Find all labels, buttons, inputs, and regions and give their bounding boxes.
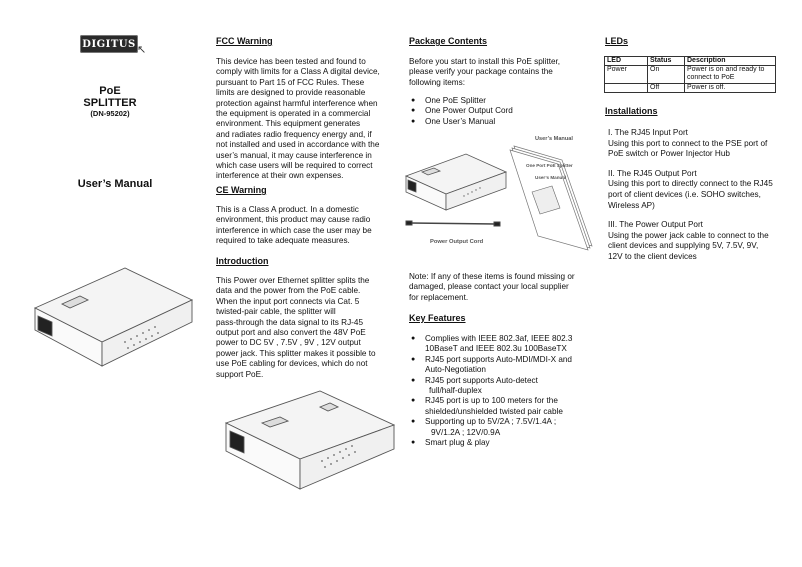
table-row — [605, 66, 776, 83]
list-item: ● Smart plug & play — [409, 438, 589, 448]
model-number: (DN-95202) — [90, 109, 130, 118]
cover-splitter-illustration — [30, 258, 200, 370]
ce-warning-body: This is a Class A product. In a domestic environment, this product may cause radio interference in which case the user may be required to take adequate measures. — [216, 205, 372, 246]
cord-label: Power Output Cord — [430, 239, 484, 245]
list-item: ● RJ45 port supports Auto-MDI/MDI-X and Auto-Negotiation — [409, 355, 589, 376]
key-features-heading: Key Features — [409, 313, 466, 323]
table-header-cell: Description — [685, 57, 776, 66]
list-item: ● Complies with IEEE 802.3af, IEEE 802.3 10BaseT and IEEE 802.3u 100BaseTX — [409, 334, 589, 355]
table-cell: Power is off. — [685, 83, 776, 92]
introduction-heading: Introduction — [216, 256, 269, 266]
table-cell: On — [648, 66, 685, 83]
leds-heading: LEDs — [605, 36, 629, 46]
splitter-illustration — [222, 385, 400, 493]
list-item: ● Supporting up to 5V/2A ; 7.5V/1.4A ; 9V/1.2A ; 12V/0.9A — [409, 417, 589, 438]
package-note: Note: If any of these items is found missing or damaged, please contact your local supplier for replacement. — [409, 272, 575, 302]
table-row — [605, 83, 776, 92]
package-intro: Before you start to install this PoE splitter, please verify your package contains the following items: — [409, 57, 561, 87]
key-features-list — [409, 334, 589, 448]
list-item: ● RJ45 port supports Auto-detect full/half-duplex — [409, 376, 589, 397]
cover-manual-title: User’s Manual — [77, 178, 153, 190]
install-section-power: III. The Power Output Port Using the power jack cable to connect to the client devices and supplying 5V, 7.5V, 9V, 12V to the client devices — [608, 220, 769, 261]
package-contents-illustration — [402, 128, 594, 258]
table-header-cell: LED — [605, 57, 648, 66]
table-cell: Power — [605, 66, 648, 83]
fcc-warning-body: This device has been tested and found to comply with limits for a Class A digital device, pursuant to Part 15 of FCC Rules. These limits are designed to provide reasonable protection against harmful interference when the equipment is operated in a commercial environment. This equipment generates and radiates radio frequency energy and, if not installed and used in accordance with the user’s manual, it may cause interference in which case users will be required to correct interference at their own expenses. — [216, 57, 380, 181]
list-item: ● One Power Output Cord — [409, 106, 579, 116]
list-item: ● One PoE Splitter — [409, 96, 579, 106]
product-title-poe: PoE — [99, 85, 121, 97]
installations-body — [608, 128, 790, 263]
introduction-body: This Power over Ethernet splitter splits the data and the power from the PoE cable. When the input port connects via Cat. 5 twisted-pair cable, the splitter will pass-through the data signal to its RJ-45 output port and also convert the 48V PoE power to DC 5V , 7.5V , 9V , 12V output power jack. This splitter makes it possible to use PoE cabling for devices, which do not support PoE. — [216, 276, 376, 379]
manual-title: One Port PoE Splitter — [526, 163, 573, 168]
table-cell: Off — [648, 83, 685, 92]
manual-label: User’s Manual — [535, 136, 573, 142]
product-title-splitter: SPLITTER — [83, 97, 137, 109]
digitus-logo: DIGITUS — [80, 35, 138, 53]
table-header-cell: Status — [648, 57, 685, 66]
installations-heading: Installations — [605, 106, 658, 116]
ce-warning-heading: CE Warning — [216, 185, 267, 195]
fcc-warning-heading: FCC Warning — [216, 36, 273, 46]
leds-table — [604, 56, 776, 93]
list-item: ● RJ45 port is up to 100 meters for the shielded/unshielded twisted pair cable — [409, 396, 589, 417]
manual-subtitle: User’s Manual — [535, 175, 567, 180]
install-section-output: II. The RJ45 Output Port Using this port to directly connect to the RJ45 port of client devices (i.e. SOHO switches, Wireless AP) — [608, 168, 773, 210]
list-item: ● One User’s Manual — [409, 117, 579, 127]
install-section-input: I. The RJ45 Input Port Using this port to connect to the PSE port of PoE switch or Power Injector Hub — [608, 128, 768, 159]
table-header-row — [605, 57, 776, 66]
logo-cursor-icon: ↖ — [137, 44, 147, 56]
package-contents-heading: Package Contents — [409, 36, 488, 46]
table-cell — [605, 83, 648, 92]
table-cell: Power is on and ready to connect to PoE — [685, 66, 776, 83]
package-items-list — [409, 96, 579, 127]
